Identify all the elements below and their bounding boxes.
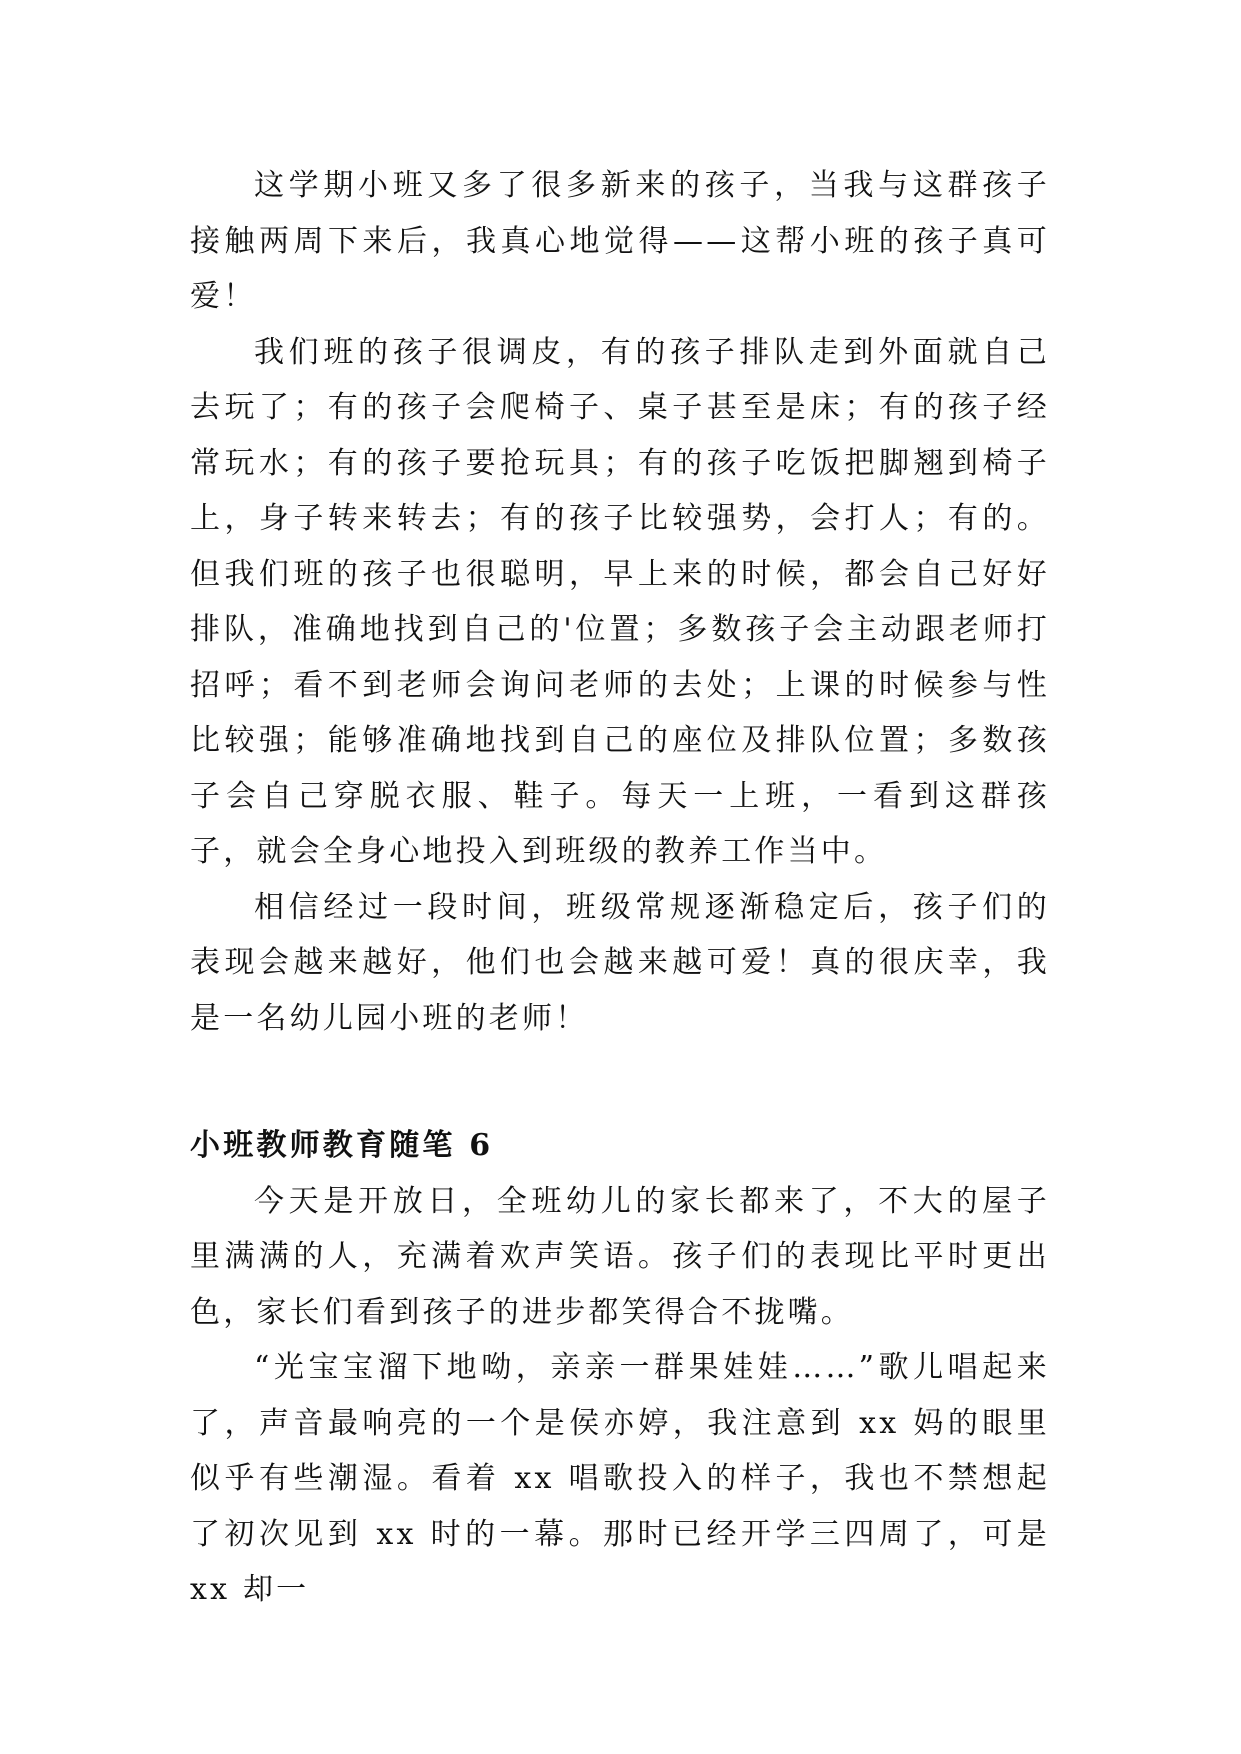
paragraph-open-day: 今天是开放日，全班幼儿的家长都来了，不大的屋子里满满的人，充满着欢声笑语。孩子们的表现比平时更出色，家长们看到孩子的进步都笑得合不拢嘴。	[190, 1183, 1050, 1330]
paragraph-song: “光宝宝溜下地呦，亲亲一群果娃娃……”歌儿唱起来了，声音最响亮的一个是侯亦婷，我注意到 xx 妈的眼里似乎有些潮湿。看着 xx 唱歌投入的样子，我也不禁想起了初次见到 xx 时的一幕。那时已经开学三四周了，可是 xx 却一	[190, 1350, 1050, 1607]
paragraph-class-description: 我们班的孩子很调皮，有的孩子排队走到外面就自己去玩了；有的孩子会爬椅子、桌子甚至是床；有的孩子经常玩水；有的孩子要抢玩具；有的孩子吃饭把脚翘到椅子上，身子转来转去；有的孩子比较强势，会打人；有的。但我们班的孩子也很聪明，早上来的时候，都会自己好好排队，准确地找到自己的'位置；多数孩子会主动跟老师打招呼；看不到老师会询问老师的去处；上课的时候参与性比较强；能够准确地找到自己的座位及排队位置；多数孩子会自己穿脱衣服、鞋子。每天一上班，一看到这群孩子，就会全身心地投入到班级的教养工作当中。	[190, 334, 1050, 869]
document-body	[190, 158, 1050, 1618]
paragraph-conclusion: 相信经过一段时间，班级常规逐渐稳定后，孩子们的表现会越来越好，他们也会越来越可爱！真的很庆幸，我是一名幼儿园小班的老师！	[190, 889, 1050, 1036]
paragraph-intro: 这学期小班又多了很多新来的孩子，当我与这群孩子接触两周下来后，我真心地觉得——这帮小班的孩子真可爱！	[190, 168, 1050, 314]
section-title: 小班教师教育随笔 6	[190, 1128, 494, 1163]
